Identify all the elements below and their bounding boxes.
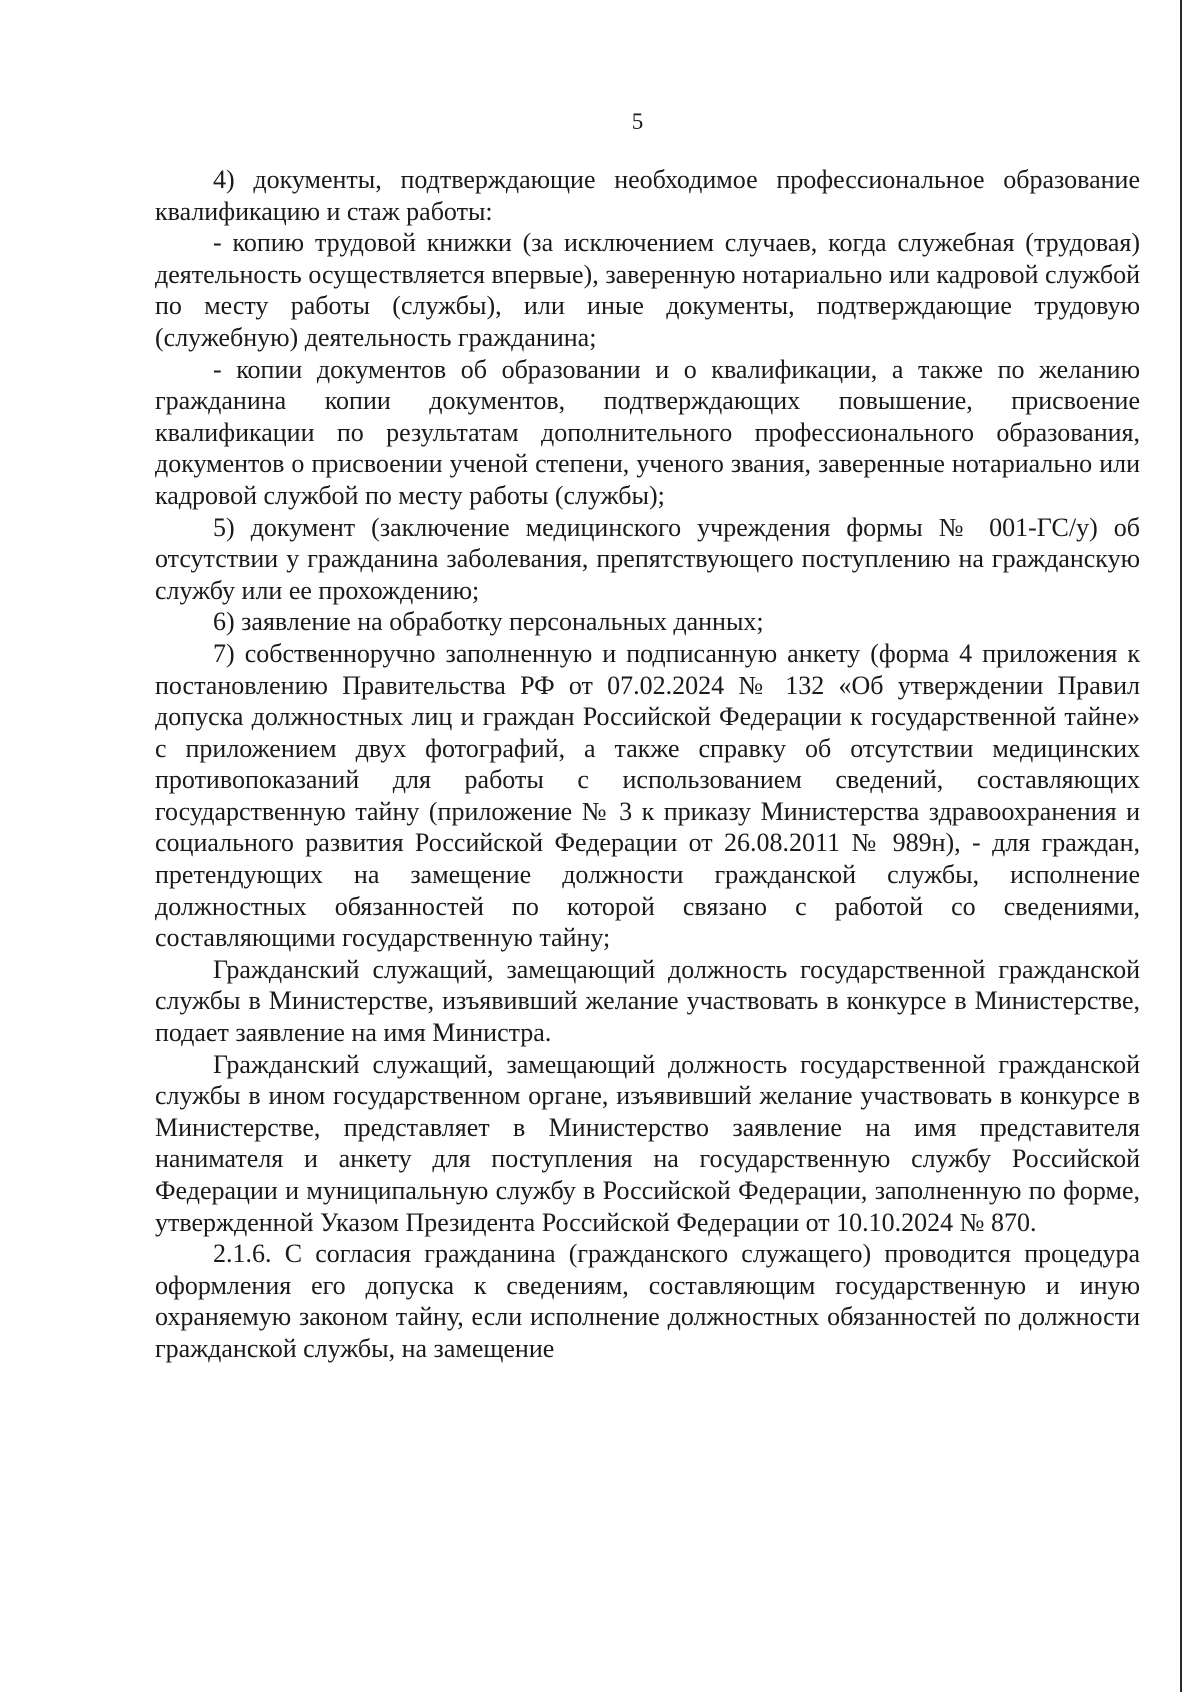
document-body <box>155 164 1140 1365</box>
paragraph-education-copies: - копии документов об образовании и о квалификации, а также по желанию гражданина копии документов, подтверждающих повышение, присвоение квалификации по результатам дополнительного профессионального образования, документов о присвоении ученой степени, ученого звания, заверенные нотариально или кадровой службой по месту работы (службы); <box>155 354 1140 510</box>
paragraph-work-book-copy: - копию трудовой книжки (за исключением случаев, когда служебная (трудовая) деятельность осуществляется впервые), заверенную нотариально или кадровой службой по месту работы (службы), или иные документы, подтверждающие трудовую (служебную) деятельность гражданина; <box>155 228 1140 352</box>
paragraph-2-1-6: 2.1.6. С согласия гражданина (гражданского служащего) проводится процедура оформления его допуска к сведениям, составляющим государственную и иную охраняемую законом тайну, если исполнение должностных обязанностей по должности гражданской службы, на замещение <box>155 1239 1140 1363</box>
paragraph-item-6: 6) заявление на обработку персональных данных; <box>213 607 764 637</box>
paragraph-civil-servant-ministry: Гражданский служащий, замещающий должность государственной гражданской службы в Министерстве, изъявивший желание участвовать в конкурсе в Министерстве, подает заявление на имя Министра. <box>155 954 1140 1048</box>
paragraph-item-4: 4) документы, подтверждающие необходимое профессиональное образование квалификацию и стаж работы: <box>155 165 1140 226</box>
paragraph-civil-servant-other-body: Гражданский служащий, замещающий должность государственной гражданской службы в ином государственном органе, изъявивший желание участвовать в конкурсе в Министерстве, представляет в Министерство заявление на имя представителя нанимателя и анкету для поступления на государственную службу Российской Федерации и муниципальную службу в Российской Федерации, заполненную по форме, утвержденной Указом Президента Российской Федерации от 10.10.2024 № 870. <box>155 1049 1140 1237</box>
paragraph-item-7: 7) собственноручно заполненную и подписанную анкету (форма 4 приложения к постановлению Правительства РФ от 07.02.2024 № 132 «Об утверждении Правил допуска должностных лиц и граждан Российской Федерации к государственной тайне» с приложением двух фотографий, а также справку об отсутствии медицинских противопоказаний для работы с использованием сведений, составляющих государственную тайну (приложение № 3 к приказу Министерства здравоохранения и социального развития Российской Федерации от 26.08.2011 № 989н), - для граждан, претендующих на замещение должности гражданской службы, исполнение должностных обязанностей по которой связано с работой со сведениями, составляющими государственную тайну; <box>155 638 1140 953</box>
page-edge-rule <box>1180 0 1182 1692</box>
paragraph-item-5: 5) документ (заключение медицинского учреждения формы № 001-ГС/у) об отсутствии у гражданина заболевания, препятствующего поступлению на гражданскую службу или ее прохождению; <box>155 512 1140 605</box>
page-number: 5 <box>631 109 644 134</box>
